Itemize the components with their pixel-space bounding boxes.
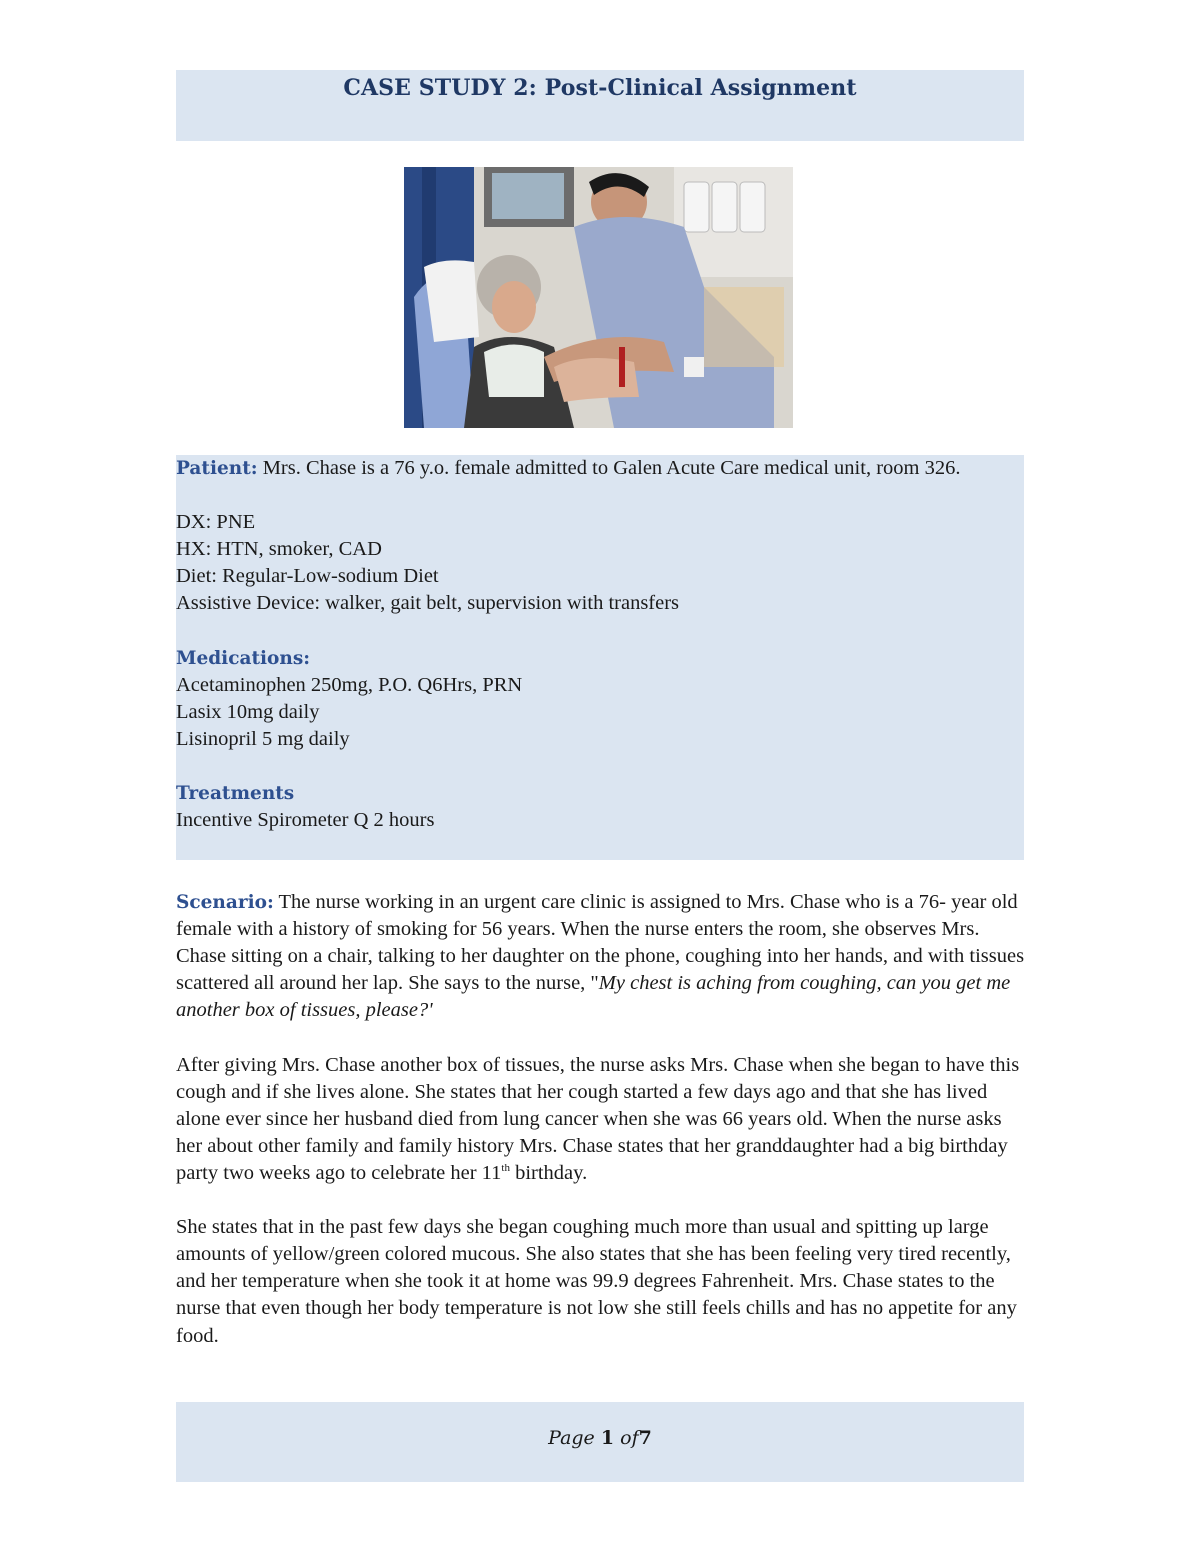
header-band [176,70,1024,141]
ordinal-suffix: th [501,1162,510,1175]
medication-item: Lasix 10mg daily [176,700,320,723]
medication-item: Lisinopril 5 mg daily [176,727,350,750]
treatment-item: Incentive Spirometer Q 2 hours [176,809,435,832]
patient-info [176,455,1026,834]
patient-label: Patient: [176,458,258,479]
dx-line: DX: PNE [176,511,256,534]
scenario-text-2-end: birthday. [509,1161,588,1184]
nurse-with-patient-photo [404,167,793,428]
page-title: CASE STUDY 2: Post-Clinical Assignment [343,75,857,101]
scenario-paragraph-3: She states that in the past few days she began coughing much more than usual and spitting up large amounts of yellow/green colored mucous. She also states that she has been feeling very tired recently, and her temperature when she took it at home was 99.9 degrees Fahrenheit. Mrs. Chase states to the nurse that even though her body temperature is not low she still feels chills and has no appetite for any food. [176,1216,1017,1347]
patient-line [176,455,1026,482]
photo-illustration [404,167,793,428]
scenario-section [176,889,1026,1350]
diet-line: Diet: Regular-Low-sodium Diet [176,565,439,588]
patient-text: Mrs. Chase is a 76 y.o. female admitted to Galen Acute Care medical unit, room 326. [257,457,961,479]
current-page-number: 1 [600,1427,615,1449]
page-indicator [176,1402,1024,1449]
page-word: Page [548,1427,595,1449]
hx-line: HX: HTN, smoker, CAD [176,538,382,561]
scenario-text-1: The nurse working in an urgent care clinic is assigned to Mrs. Chase who is a 76- year old female with a history of smoking for 56 years. When the nurse enters the room, she observes Mrs. Chase sitting on a chair, talking to her daughter on the phone, coughing into her hands, and with tissues scattered all around her lap. She says to the nurse, " [176,891,1025,995]
medications-label: Medications: [176,647,311,669]
footer-band [176,1402,1024,1482]
medication-item: Acetaminophen 250mg, P.O. Q6Hrs, PRN [176,673,523,696]
scenario-label: Scenario: [176,892,274,913]
of-word: of [620,1427,639,1449]
treatments-label: Treatments [176,783,295,805]
scenario-paragraph-2 [176,1052,1026,1187]
scenario-text-2: After giving Mrs. Chase another box of tissues, the nurse asks Mrs. Chase when she began to have this cough and if she lives alone. She states that her cough started a few days ago and that she has lived alone ever since her husband died from lung cancer when she was 66 years old. When the nurse asks her about other family and family history Mrs. Chase states that her granddaughter had a big birthday party two weeks ago to celebrate her 11 [176,1053,1020,1184]
total-pages-number: 7 [638,1427,652,1449]
scenario-paragraph-1 [176,889,1026,1024]
assistive-device-line: Assistive Device: walker, gait belt, supervision with transfers [176,592,680,615]
patient-quote: My chest is aching from coughing, can you get me another box of tissues, please?' [176,972,1011,1022]
